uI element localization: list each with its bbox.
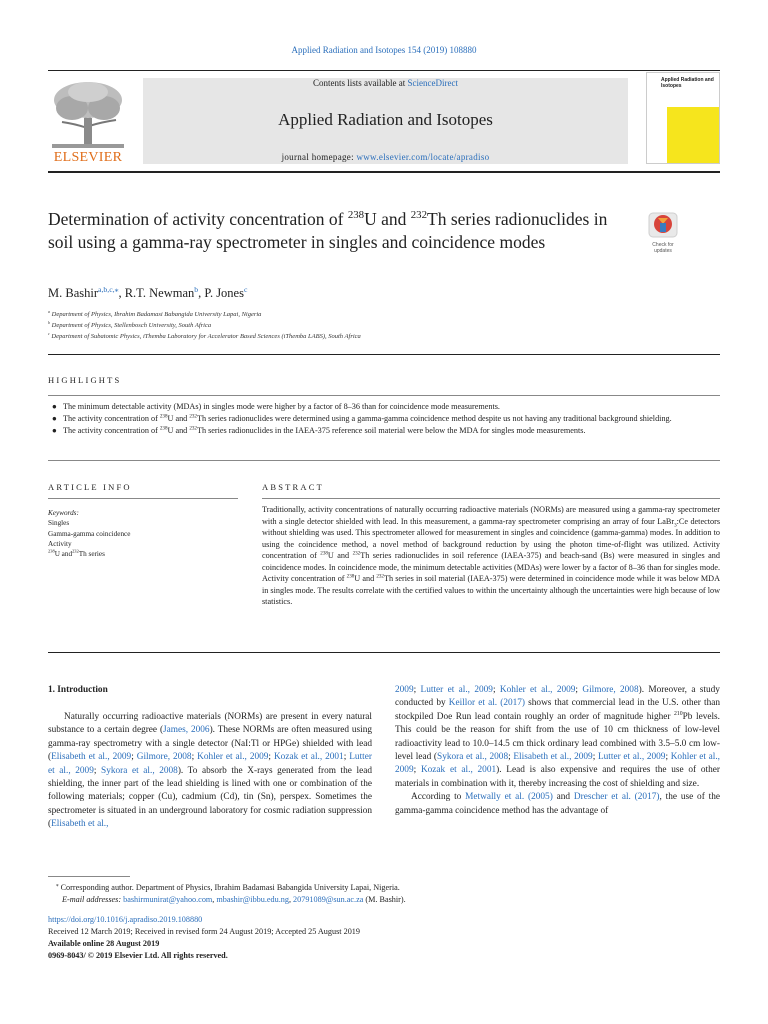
available-online: Available online 28 August 2019 (48, 939, 160, 948)
citation-link[interactable]: Lutter et al., 2009 (597, 752, 666, 763)
author-1-marks[interactable]: a,b,c,⁎ (98, 284, 119, 294)
citation-link[interactable]: Kozak et al., 2001 (420, 765, 497, 776)
cover-side-panel (647, 107, 667, 164)
keywords-list (48, 508, 238, 559)
author-3[interactable]: P. Jones (204, 286, 244, 300)
citation-link[interactable]: Gilmore, 2008 (136, 752, 192, 763)
citation-link[interactable]: Keillor et al. (2017) (448, 698, 526, 709)
keywords-label: Keywords: (48, 509, 79, 517)
copyright-line: 0969-8043/ © 2019 Elsevier Ltd. All rights reserved. (48, 951, 228, 960)
abstract-text: Traditionally, activity concentrations of naturally occurring radioactive materials (NORMs) are measured using a gamma-ray spectrometer with a single detector shielded with lead. In this measurement, a gamma-ray spectrometer comprising an array of four LaBr$_3$:Ce detectors without shielding was used. This spectrometer allowed for measurement in singles and coincidence (gamma-gamma) modes. In addition to using the coincidence method, a novel method of background reduction by using the photon time-of-flight was utilized. Activity concentration of $^{238}$U and $^{232}$Th series radionuclides in soil reference (IAEA-375) and beach-sand (Bs) were measured in singles and coincidence modes. In coincidence mode, the minimum detectable activities (MDAs) were lower by a factor of 8–36 than for singles mode. Activity concentration of $^{238}$U and $^{232}$Th series in soil material (IAEA-375) were determined in coincidence mode while it was below MDA in singles mode. The results correlate with the certified values to within the uncertainty although the uncertainties were high because of low statistics. (262, 505, 721, 606)
citation-link[interactable]: Sykora et al., 2008 (101, 765, 178, 776)
citation-link[interactable]: Lutter et al., 2009 (420, 685, 493, 695)
journal-reference-link[interactable]: Applied Radiation and Isotopes 154 (2019) 108880 (291, 45, 477, 55)
divider-after-affiliations (48, 354, 720, 355)
highlight-item: ● The minimum detectable activity (MDAs) in singles mode were higher by a factor of 8–36 than for coincidence mode measurements. (52, 402, 500, 411)
citation-link[interactable]: Drescher et al. (2017) (573, 792, 660, 803)
author-list: M. Bashir$^{a,b,c,⁎}$, R.T. Newman$^b$, P. Jones$^c$ (48, 284, 248, 300)
citation-link[interactable]: Elisabeth et al., (51, 819, 109, 830)
citation-link[interactable]: 2009 (395, 685, 414, 695)
keyword-item: Activity (48, 539, 72, 548)
paper-title: Determination of activity concentration of $^{238}$U and $^{232}$Th series radionuclides in soil using a gamma-ray spectrometer in singles and coincidence modes (48, 209, 608, 252)
article-info-divider (48, 498, 238, 499)
affiliation-c: $^c$ Department of Subatomic Physics, iThemba Laboratory for Accelerator Based Sciences (iThemba LABS), South Africa (48, 330, 361, 340)
body-column-left (48, 711, 372, 832)
citation-link[interactable]: Kohler et al., 2009 (499, 685, 576, 695)
author-2-marks[interactable]: b (194, 284, 199, 294)
citation-link[interactable]: Kohler et al., 2009 (197, 752, 269, 763)
citation-link[interactable]: Lutter et al., 2009 (48, 752, 372, 776)
intro-paragraph-1-cont: 2009; Lutter et al., 2009; Kohler et al., 2009; Gilmore, 2008). Moreover, a study conducted by Keillor et al. (2017) shows that commercial lead in the U.S. other than stockpiled Doe Run lead contain roughly an order of magnitude higher $^{210}$Pb levels. This could be the reason for shift from the use of 10 cm thickness of low-level radioactivity lead to 10.0–14.5 cm thick ordinary lead combined with 3.5–5.0 cm low-level lead (Sykora et al., 2008; Elisabeth et al., 2009; Lutter et al., 2009; Kohler et al., 2009; Kozak et al., 2001). Lead is also expensive and requires the use of other materials in combination with it, thereby increasing the cost of shielding and size. (395, 685, 720, 789)
intro-paragraph-1: Naturally occurring radioactive materials (NORMs) are present in every natural substance to a certain degree (James, 2006). These NORMs are often measured using gamma-ray spectrometry with a single detector (NaI:Tl or HPGe) shielded with lead (Elisabeth et al., 2009; Gilmore, 2008; Kohler et al., 2009; Kozak et al., 2001; Lutter et al., 2009; Sykora et al., 2008). To absorb the X-rays generated from the lead shielding, the inner part of the lead shielding is lined with one or combination of the following materials; copper (Cu), cadmium (Cd), tin (Sn), perspex. Sometimes the spectrometer is situated in an underground laboratory for cosmic radiation suppression (Elisabeth et al., (48, 712, 372, 830)
introduction-heading: 1. Introduction (48, 685, 108, 695)
citation-link[interactable]: Sykora et al., 2008 (437, 752, 509, 763)
contents-line: Contents lists available at ScienceDirect (313, 78, 458, 88)
email-link[interactable]: bashirmunirat@yahoo.com (123, 895, 213, 904)
journal-title: Applied Radiation and Isotopes (278, 110, 493, 129)
citation-link[interactable]: Elisabeth et al., 2009 (51, 752, 132, 763)
journal-homepage-link[interactable]: www.elsevier.com/locate/apradiso (356, 152, 490, 162)
abstract-heading: ABSTRACT (262, 482, 324, 492)
citation-link[interactable]: Kozak et al., 2001 (273, 752, 344, 763)
affiliation-a: $^a$ Department of Physics, Ibrahim Badamasi Babangida University Lapai, Nigeria (48, 308, 262, 318)
email-link[interactable]: mbashir@ibbu.edu.ng (216, 895, 289, 904)
sciencedirect-link[interactable]: ScienceDirect (407, 78, 458, 88)
highlights-divider (48, 395, 720, 396)
highlights-list (48, 401, 720, 437)
body-column-right (395, 684, 720, 818)
corresponding-author-footnote (48, 882, 720, 906)
citation-link[interactable]: James, 2006 (163, 725, 210, 736)
corresponding-author-line: ⁎ Corresponding author. Department of Physics, Ibrahim Badamasi Babangida University Lapai, Nigeria. (56, 882, 400, 892)
email-link[interactable]: 20791089@sun.ac.za (293, 895, 364, 904)
journal-cover-thumbnail (646, 72, 720, 164)
keyword-item: Gamma-gamma coincidence (48, 529, 131, 538)
author-3-marks[interactable]: c (243, 284, 248, 294)
intro-paragraph-2: According to Metwally et al. (2005) and Drescher et al. (2017), the use of the gamma-gamma coincidence method has the advantage of (395, 792, 720, 816)
highlights-heading: HIGHLIGHTS (48, 375, 122, 385)
highlight-item: ● The activity concentration of $^{238}$U and $^{232}$Th series radionuclides were determined using a gamma-gamma coincidence method despite us not having any traditional background shielding. (52, 413, 672, 423)
divider-after-highlights (48, 460, 720, 461)
citation-link[interactable]: Metwally et al. (2005) (465, 792, 553, 803)
received-dates: Received 12 March 2019; Received in revised form 24 August 2019; Accepted 25 August 2019 (48, 927, 360, 936)
affiliation-b: $^b$ Department of Physics, Stellenbosch University, South Africa (48, 319, 212, 329)
abstract-divider (262, 498, 720, 499)
footnote-divider (48, 876, 130, 877)
highlight-item: ● The activity concentration of $^{238}$U and $^{232}$Th series radionuclides in the IAEA-375 reference soil material were below the MDA for singles mode measurements. (52, 425, 586, 435)
author-2[interactable]: R.T. Newman (124, 286, 195, 300)
divider-before-body (48, 652, 720, 653)
crossmark-label: Check for updates (652, 242, 674, 254)
keyword-item: $^{238}$U and$^{232}$Th series (48, 548, 105, 559)
citation-link[interactable]: Elisabeth et al., 2009 (513, 752, 593, 763)
article-info-heading: ARTICLE INFO (48, 482, 132, 492)
journal-homepage: journal homepage: www.elsevier.com/locate/apradiso (281, 152, 490, 162)
front-matter (48, 914, 720, 962)
cover-yellow-panel (667, 107, 720, 164)
keyword-item: Singles (48, 519, 70, 528)
crossmark-icon (645, 212, 681, 238)
elsevier-wordmark: ELSEVIER (53, 150, 123, 165)
doi-link[interactable]: https://doi.org/10.1016/j.apradiso.2019.108880 (48, 915, 203, 924)
cover-title: Applied Radiation and Isotopes (661, 77, 714, 89)
citation-link[interactable]: Gilmore, 2008 (582, 685, 639, 695)
masthead-bottom-rule (48, 171, 720, 173)
email-line: E-mail addresses: bashirmunirat@yahoo.com, mbashir@ibbu.edu.ng, 20791089@sun.ac.za (M. Bashir). (62, 895, 406, 904)
citation-link[interactable]: Kohler et al., 2009 (395, 752, 720, 776)
author-1[interactable]: M. Bashir (48, 286, 98, 300)
check-for-updates-badge[interactable] (645, 212, 681, 252)
